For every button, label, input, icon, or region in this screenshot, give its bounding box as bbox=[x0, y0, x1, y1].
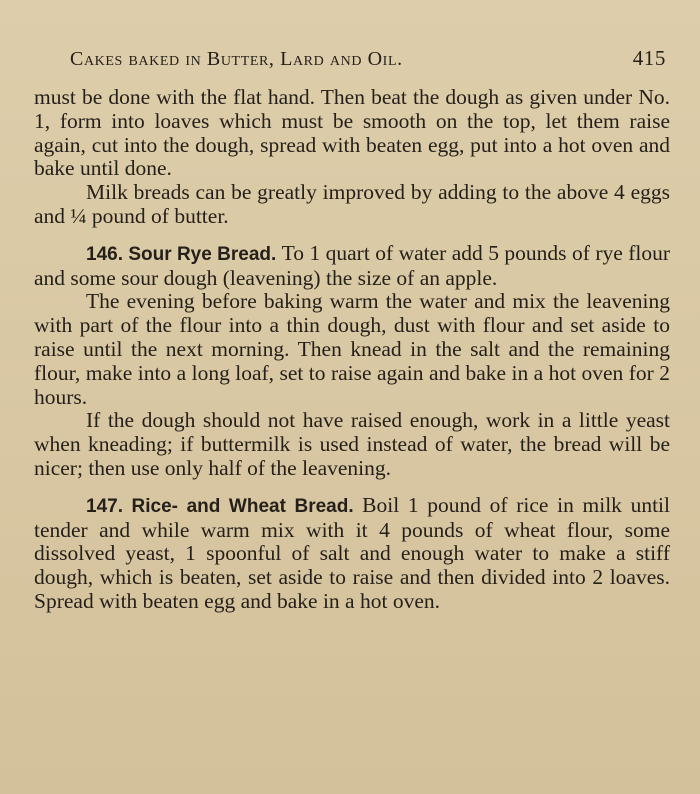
recipe-146 bbox=[34, 242, 670, 291]
paragraph-dough-not-raised bbox=[34, 409, 670, 480]
paragraph-text: Milk breads can be greatly improved by adding to the above 4 eggs and ¼ pound of butter. bbox=[34, 180, 670, 228]
paragraph-text: If the dough should not have raised enough, work in a little yeast when kneading; if buttermilk is used instead of water, the bread will be nicer; then use only half of the leavening. bbox=[34, 408, 670, 480]
page-body bbox=[34, 86, 670, 614]
running-title: Cakes baked in Butter, Lard and Oil. bbox=[70, 48, 403, 70]
paragraph-continuation bbox=[34, 86, 670, 181]
paragraph-text: The evening before baking warm the water and mix the leavening with part of the flour into a thin dough, dust with flour and set aside to raise until the next morning. Then knead in the salt and the remaining flour, make into a long loaf, set to raise again and bake in a hot oven for 2 hours. bbox=[34, 289, 670, 409]
paragraph-evening bbox=[34, 290, 670, 409]
recipe-title: Sour Rye Bread. bbox=[128, 243, 282, 265]
paragraph-milk-breads bbox=[34, 181, 670, 229]
page-header bbox=[70, 46, 666, 71]
recipe-number: 146. bbox=[86, 243, 129, 265]
recipe-number: 147. bbox=[86, 495, 132, 517]
recipe-text: Boil 1 pound of rice in milk until tender and while warm mix with it 4 pounds of wheat flour, some dissolved yeast, 1 spoonful of salt and enough water to make a stiff dough, which is beaten, set aside to raise and then divided into 2 loaves. Spread with beaten egg and bake in a hot oven. bbox=[34, 492, 670, 613]
recipe-147 bbox=[34, 494, 670, 614]
recipe-text: To 1 quart of water add 5 pounds of rye flour and some sour dough (leavening) the size of an apple. bbox=[34, 240, 671, 290]
page-number: 415 bbox=[632, 46, 666, 70]
paragraph-text: must be done with the flat hand. Then beat the dough as given under No. 1, form into loaves which must be smooth on the top, let them raise again, cut into the dough, spread with beaten egg, put into a hot oven and bake until done. bbox=[34, 85, 670, 181]
recipe-title: Rice- and Wheat Bread. bbox=[131, 495, 363, 517]
